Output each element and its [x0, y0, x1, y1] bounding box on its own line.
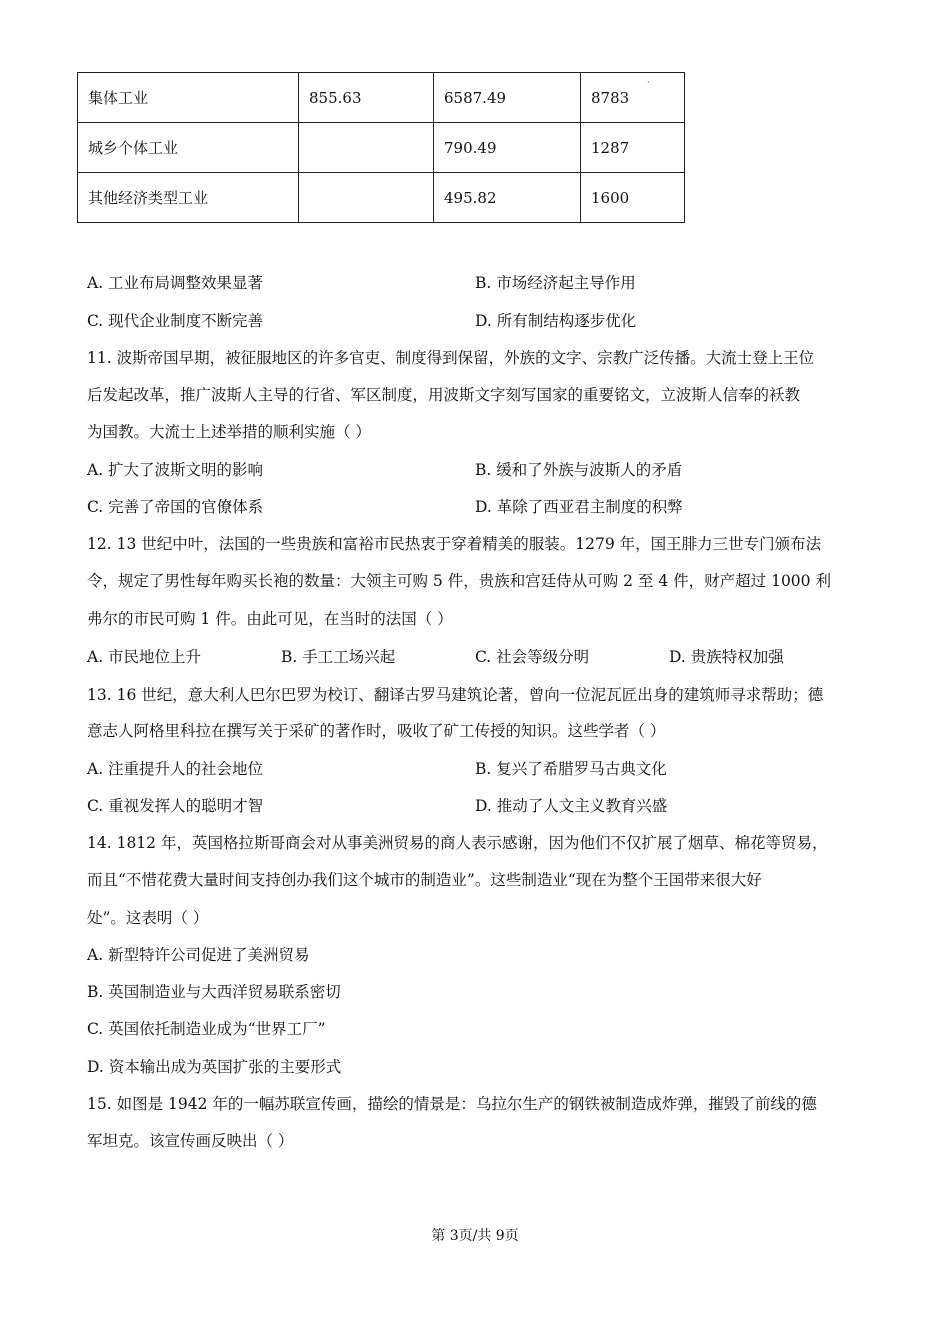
table-cell	[299, 123, 434, 173]
q12-option-a: A. 市民地位上升	[87, 648, 202, 666]
table-row	[78, 123, 685, 173]
page-footer: 第 3页/共 9页	[431, 1228, 519, 1244]
q13-stem-line: 意志人阿格里科拉在撰写关于采矿的著作时，吸收了矿工传授的知识。这些学者（ ）	[87, 722, 666, 740]
q14-stem-line: 而且“不惜花费大量时间支持创办我们这个城市的制造业”。这些制造业“现在为整个王国带来很大好	[87, 871, 762, 889]
q14-stem-line: 14. 1812 年，英国格拉斯哥商会对从事美洲贸易的商人表示感谢，因为他们不仅扩展了烟草、棉花等贸易，	[87, 834, 828, 852]
q15-stem-line: 15. 如图是 1942 年的一幅苏联宣传画，描绘的情景是：乌拉尔生产的钢铁被制造成炸弹，摧毁了前线的德	[87, 1095, 817, 1113]
table-cell: 790.49	[434, 123, 581, 173]
q14-option-d: D. 资本输出成为英国扩张的主要形式	[87, 1058, 342, 1076]
q13-option-b: B. 复兴了希腊罗马古典文化	[475, 760, 667, 778]
q14-option-a: A. 新型特许公司促进了美洲贸易	[87, 946, 310, 964]
q15-stem-line: 军坦克。该宣传画反映出（ ）	[87, 1132, 294, 1150]
table-cell: 城乡个体工业	[78, 123, 299, 173]
q10-option-b: B. 市场经济起主导作用	[475, 274, 636, 292]
table-cell: 495.82	[434, 173, 581, 223]
data-table	[77, 72, 685, 223]
q10-option-d: D. 所有制结构逐步优化	[475, 312, 637, 330]
table-cell: 1600	[581, 173, 685, 223]
q11-option-d: D. 革除了西亚君主制度的积弊	[475, 498, 683, 516]
q12-stem-line: 令，规定了男性每年购买长袍的数量：大领主可购 5 件，贵族和宫廷侍从可购 2 至 4 件，财产超过 1000 利	[87, 572, 831, 590]
q12-option-b: B. 手工工场兴起	[281, 648, 396, 666]
scan-dot: ·	[647, 78, 650, 87]
q14-stem-line: 处”。这表明（ ）	[87, 909, 209, 927]
q12-stem-line: 弗尔的市民可购 1 件。由此可见，在当时的法国（ ）	[87, 610, 453, 628]
table-cell: 6587.49	[434, 73, 581, 123]
q12-stem-line: 12. 13 世纪中叶，法国的一些贵族和富裕市民热衷于穿着精美的服装。1279 年，国王腓力三世专门颁布法	[87, 535, 822, 553]
q12-option-c: C. 社会等级分明	[475, 648, 590, 666]
q11-stem-line: 后发起改革，推广波斯人主导的行省、军区制度，用波斯文字刻写国家的重要铭文，立波斯人信奉的袄教	[87, 386, 801, 404]
q10-option-a: A. 工业布局调整效果显著	[87, 274, 264, 292]
q14-option-b: B. 英国制造业与大西洋贸易联系密切	[87, 983, 341, 1001]
q11-option-a: A. 扩大了波斯文明的影响	[87, 461, 264, 479]
q12-option-d: D. 贵族特权加强	[669, 648, 784, 666]
table-row	[78, 173, 685, 223]
table-cell: 集体工业	[78, 73, 299, 123]
q11-stem-line: 11. 波斯帝国早期，被征服地区的许多官吏、制度得到保留，外族的文字、宗教广泛传播。大流士登上王位	[87, 349, 815, 367]
table-row	[78, 73, 685, 123]
q13-stem-line: 13. 16 世纪，意大利人巴尔巴罗为校订、翻译古罗马建筑论著，曾向一位泥瓦匠出身的建筑师寻求帮助；德	[87, 686, 824, 704]
q13-option-d: D. 推动了人文主义教育兴盛	[475, 797, 668, 815]
q10-option-c: C. 现代企业制度不断完善	[87, 312, 264, 330]
table-cell: 1287	[581, 123, 685, 173]
table-cell: 其他经济类型工业	[78, 173, 299, 223]
q11-option-b: B. 缓和了外族与波斯人的矛盾	[475, 461, 683, 479]
q14-option-c: C. 英国依托制造业成为“世界工厂”	[87, 1020, 326, 1038]
q11-option-c: C. 完善了帝国的官僚体系	[87, 498, 264, 516]
q13-option-c: C. 重视发挥人的聪明才智	[87, 797, 264, 815]
table-cell: 8783	[581, 73, 685, 123]
q13-option-a: A. 注重提升人的社会地位	[87, 760, 264, 778]
table-cell	[299, 173, 434, 223]
table-cell: 855.63	[299, 73, 434, 123]
q11-stem-line: 为国教。大流士上述举措的顺利实施（ ）	[87, 423, 371, 441]
